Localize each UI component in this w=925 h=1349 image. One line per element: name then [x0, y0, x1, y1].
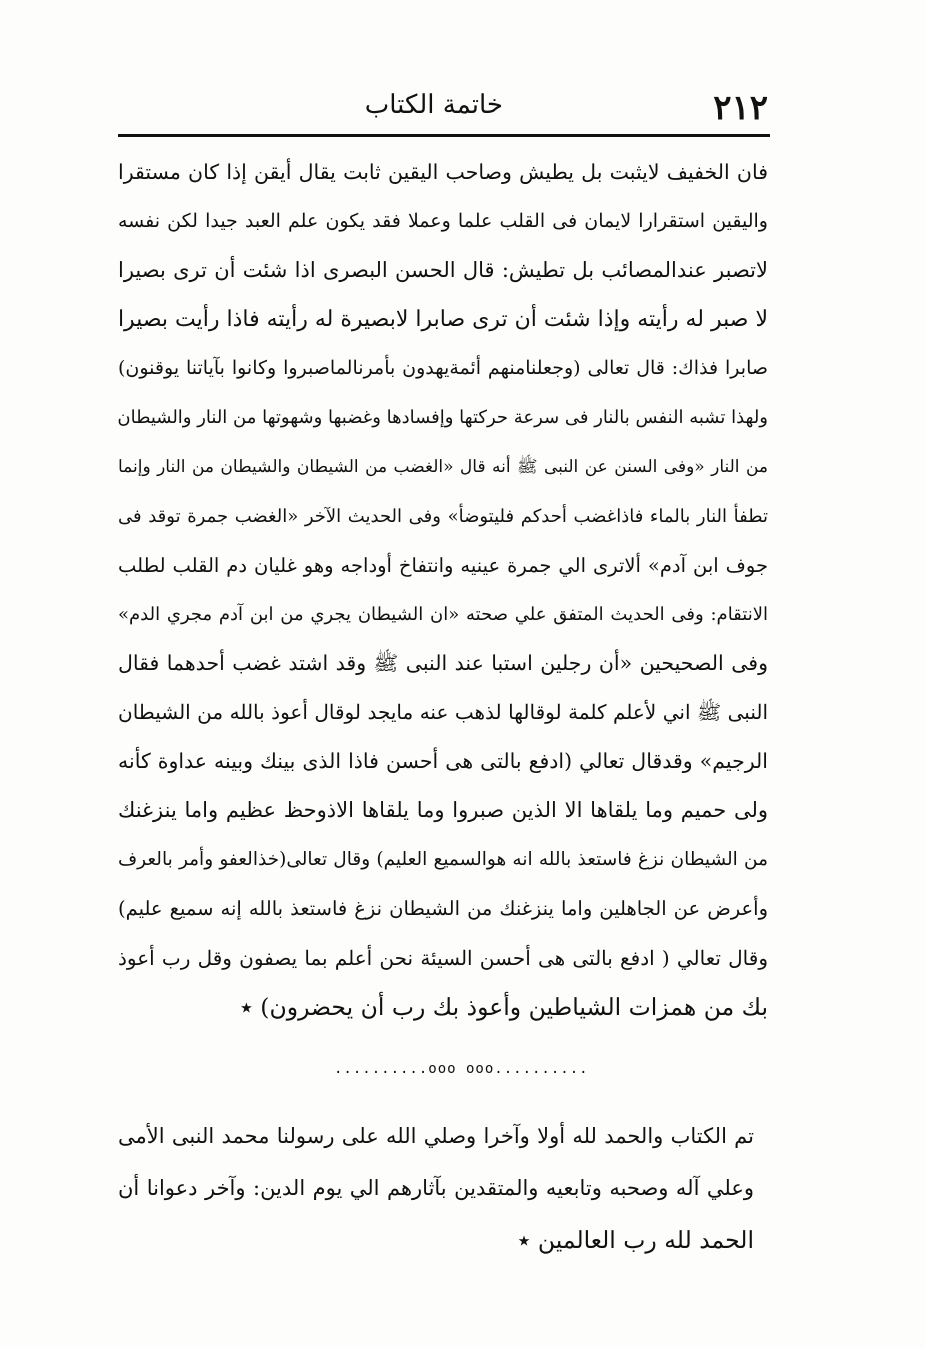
text-line: بك من همزات الشياطين وأعوذ بك رب أن يحضرون) ٭ [240, 992, 768, 1021]
text-line: جوف ابن آدم» ألاترى الي جمرة عينيه وانتفاخ أوداجه وهو غليان دم القلب لطلب [118, 553, 768, 577]
text-line: وأعرض عن الجاهلين واما ينزغنك من الشيطان نزغ فاستعذ بالله إنه سميع عليم) [118, 897, 768, 921]
text-line: من النار «وفى السنن عن النبى ﷺ أنه قال «الغضب من الشيطان والشيطان من النار وإنما [118, 456, 768, 477]
colophon-line: الحمد لله رب العالمين ٭ [517, 1226, 754, 1254]
page-number: ٢١٢ [713, 88, 768, 128]
text-line: لاتصبر عندالمصائب بل تطيش: قال الحسن البصرى اذا شئت أن ترى بصيرا [118, 258, 768, 283]
header-rule [118, 134, 770, 137]
colophon-line: وعلي آله وصحبه وتابعيه والمتقدين بآثارهم الي يوم الدين: وآخر دعوانا أن [118, 1176, 754, 1200]
page-header [118, 84, 768, 132]
section-divider: ..........ooo ooo.......... [334, 1061, 589, 1077]
text-line: النبى ﷺ اني لأعلم كلمة لوقالها لذهب عنه مايجد لوقال أعوذ بالله من الشيطان [118, 700, 769, 725]
running-title: خاتمة الكتاب [364, 90, 503, 120]
text-line: وفى الصحيحين «أن رجلين استبا عند النبى ﷺ وقد اشتد غضب أحدهما فقال [118, 650, 768, 675]
text-line: الرجيم» وقدقال تعالي (ادفع بالتى هى أحسن فاذا الذى بينك وبينه عداوة كأنه [118, 749, 768, 774]
text-line: وقال تعالي ( ادفع بالتى هى أحسن السيئة نحن أعلم بما يصفون وقل رب أعوذ [118, 945, 768, 970]
text-line: تطفأ النار بالماء فاذاغضب أحدكم فليتوضأ» وفى الحديث الآخر «الغضب جمرة توقد فى [118, 505, 768, 527]
text-line: من الشيطان نزغ فاستعذ بالله انه هوالسميع العليم) وقال تعالى(خذالعفو وأمر بالعرف [118, 849, 768, 871]
text-line: ولى حميم وما يلقاها الا الذين صبروا وما يلقاها الاذوحظ عظيم واما ينزغنك [118, 798, 768, 823]
text-line: فان الخفيف لايثبت بل يطيش وصاحب اليقين ثابت يقال أيقن إذا كان مستقرا [118, 160, 768, 184]
text-line: ولهذا تشبه النفس بالنار فى سرعة حركتها وإفسادها وغضبها وشهوتها من النار والشيطان [117, 407, 768, 429]
main-text [118, 148, 768, 1032]
colophon-line: تم الكتاب والحمد لله أولا وآخرا وصلي الله على رسولنا محمد النبى الأمى [118, 1124, 754, 1148]
text-line: واليقين استقرارا لايمان فى القلب علما وعملا فقد يكون علم العبد جيدا لكن نفسه [118, 210, 768, 233]
colophon [118, 1110, 754, 1266]
text-line: الانتقام: وفى الحديث المتفق علي صحته «ان الشيطان يجري من ابن آدم مجري الدم» [118, 603, 768, 625]
text-line: لا صبر له رأيته وإذا شئت أن ترى صابرا لابصيرة له رأيته فاذا رأيت بصيرا [117, 307, 768, 333]
text-line: صابرا فذاك: قال تعالى (وجعلنامنهم أئمةيهدون بأمرنالماصبروا وكانوا بآياتنا يوقنون) [118, 357, 768, 380]
